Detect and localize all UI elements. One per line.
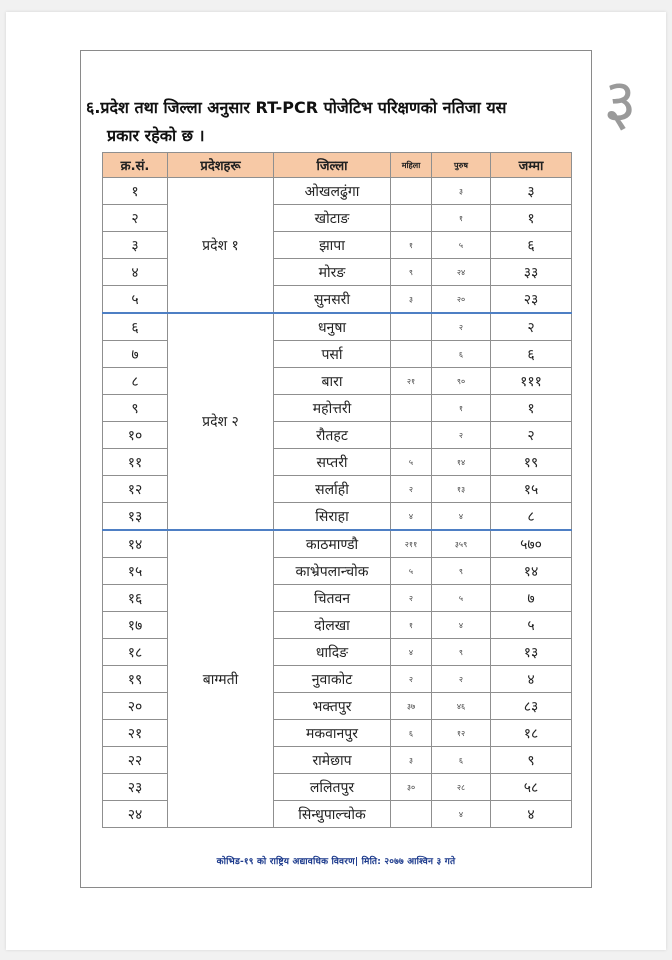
header-serial: क्र.सं. (103, 153, 168, 178)
female-cell: ३ (391, 286, 432, 314)
serial-cell: ८ (103, 368, 168, 395)
district-cell: सप्तरी (274, 449, 391, 476)
total-cell: १ (491, 205, 572, 232)
district-cell: काठमाण्डौ (274, 530, 391, 558)
serial-cell: २१ (103, 720, 168, 747)
total-cell: १९ (491, 449, 572, 476)
total-cell: ५८ (491, 774, 572, 801)
header-male: पुरुष (432, 153, 491, 178)
table-row (103, 178, 572, 205)
female-cell: ३ (391, 747, 432, 774)
serial-cell: २ (103, 205, 168, 232)
male-cell: ४६ (432, 693, 491, 720)
male-cell: ३५९ (432, 530, 491, 558)
female-cell (391, 341, 432, 368)
male-cell: ९ (432, 639, 491, 666)
male-cell: ५ (432, 585, 491, 612)
male-cell: ६ (432, 747, 491, 774)
serial-cell: १७ (103, 612, 168, 639)
district-cell: काभ्रेपलान्चोक (274, 558, 391, 585)
table-header (103, 153, 572, 178)
serial-cell: ११ (103, 449, 168, 476)
district-cell: सर्लाही (274, 476, 391, 503)
district-cell: खोटाङ (274, 205, 391, 232)
serial-cell: ६ (103, 313, 168, 341)
district-cell: दोलखा (274, 612, 391, 639)
total-cell: १११ (491, 368, 572, 395)
district-cell: झापा (274, 232, 391, 259)
female-cell: ९ (391, 259, 432, 286)
female-cell: २ (391, 666, 432, 693)
male-cell: २० (432, 286, 491, 314)
header-total: जम्मा (491, 153, 572, 178)
serial-cell: २३ (103, 774, 168, 801)
total-cell: ६ (491, 232, 572, 259)
female-cell: ४ (391, 639, 432, 666)
serial-cell: १९ (103, 666, 168, 693)
male-cell: २४ (432, 259, 491, 286)
female-cell: ३० (391, 774, 432, 801)
total-cell: १३ (491, 639, 572, 666)
male-cell: २ (432, 313, 491, 341)
serial-cell: १२ (103, 476, 168, 503)
district-cell: नुवाकोट (274, 666, 391, 693)
results-table (102, 152, 572, 828)
serial-cell: १ (103, 178, 168, 205)
table-row (103, 313, 572, 341)
female-cell: ३७ (391, 693, 432, 720)
serial-cell: १६ (103, 585, 168, 612)
serial-cell: २२ (103, 747, 168, 774)
male-cell: २ (432, 666, 491, 693)
male-cell: १२ (432, 720, 491, 747)
female-cell: २ (391, 585, 432, 612)
district-cell: पर्सा (274, 341, 391, 368)
male-cell: १ (432, 205, 491, 232)
section-heading (86, 94, 586, 150)
male-cell: ९ (432, 558, 491, 585)
heading-line-1: ६.प्रदेश तथा जिल्ला अनुसार RT-PCR पोजेटिभ परिक्षणको नतिजा यस (86, 98, 507, 117)
district-cell: ओखलढुंगा (274, 178, 391, 205)
female-cell (391, 801, 432, 828)
district-cell: बारा (274, 368, 391, 395)
serial-cell: ७ (103, 341, 168, 368)
female-cell: १ (391, 612, 432, 639)
district-cell: मकवानपुर (274, 720, 391, 747)
male-cell: १४ (432, 449, 491, 476)
district-cell: सिराहा (274, 503, 391, 531)
province-cell: बाग्मती (168, 530, 274, 828)
male-cell: २ (432, 422, 491, 449)
female-cell: २११ (391, 530, 432, 558)
district-cell: भक्तपुर (274, 693, 391, 720)
serial-cell: १४ (103, 530, 168, 558)
male-cell: ५ (432, 232, 491, 259)
province-cell: प्रदेश १ (168, 178, 274, 314)
female-cell (391, 313, 432, 341)
header-province: प्रदेशहरू (168, 153, 274, 178)
total-cell: ३३ (491, 259, 572, 286)
district-cell: महोत्तरी (274, 395, 391, 422)
serial-cell: १३ (103, 503, 168, 531)
serial-cell: २४ (103, 801, 168, 828)
total-cell: ९ (491, 747, 572, 774)
female-cell (391, 178, 432, 205)
total-cell: ८ (491, 503, 572, 531)
page-number: ३ (603, 66, 637, 140)
male-cell: १३ (432, 476, 491, 503)
district-cell: मोरङ (274, 259, 391, 286)
district-cell: रामेछाप (274, 747, 391, 774)
province-cell: प्रदेश २ (168, 313, 274, 530)
male-cell: २८ (432, 774, 491, 801)
male-cell: ४ (432, 503, 491, 531)
total-cell: ६ (491, 341, 572, 368)
total-cell: ४ (491, 801, 572, 828)
male-cell: १ (432, 395, 491, 422)
district-cell: धादिङ (274, 639, 391, 666)
district-cell: ललितपुर (274, 774, 391, 801)
serial-cell: ५ (103, 286, 168, 314)
female-cell (391, 205, 432, 232)
female-cell (391, 395, 432, 422)
header-row (103, 153, 572, 178)
female-cell: ४ (391, 503, 432, 531)
serial-cell: ४ (103, 259, 168, 286)
male-cell: ९० (432, 368, 491, 395)
total-cell: ७ (491, 585, 572, 612)
total-cell: २ (491, 313, 572, 341)
female-cell: २ (391, 476, 432, 503)
district-cell: सिन्धुपाल्चोक (274, 801, 391, 828)
female-cell: ६ (391, 720, 432, 747)
total-cell: ३ (491, 178, 572, 205)
total-cell: २ (491, 422, 572, 449)
table-row (103, 530, 572, 558)
district-cell: धनुषा (274, 313, 391, 341)
serial-cell: ९ (103, 395, 168, 422)
serial-cell: २० (103, 693, 168, 720)
female-cell: ५ (391, 449, 432, 476)
female-cell: ५ (391, 558, 432, 585)
male-cell: ४ (432, 612, 491, 639)
female-cell (391, 422, 432, 449)
female-cell: १ (391, 232, 432, 259)
serial-cell: ३ (103, 232, 168, 259)
district-cell: सुनसरी (274, 286, 391, 314)
table-body (103, 178, 572, 828)
total-cell: १८ (491, 720, 572, 747)
serial-cell: १८ (103, 639, 168, 666)
heading-line-2: प्रकार रहेको छ । (107, 126, 205, 145)
header-district: जिल्ला (274, 153, 391, 178)
total-cell: १५ (491, 476, 572, 503)
total-cell: ८३ (491, 693, 572, 720)
male-cell: ३ (432, 178, 491, 205)
male-cell: ६ (432, 341, 491, 368)
total-cell: २३ (491, 286, 572, 314)
serial-cell: १५ (103, 558, 168, 585)
footer-note: कोभिड-१९ को राष्ट्रिय अद्यावधिक विवरण| मिति: २०७७ आश्विन ३ गते (216, 857, 456, 867)
female-cell: २१ (391, 368, 432, 395)
total-cell: ४ (491, 666, 572, 693)
total-cell: ५ (491, 612, 572, 639)
total-cell: १४ (491, 558, 572, 585)
district-cell: रौतहट (274, 422, 391, 449)
total-cell: ५७० (491, 530, 572, 558)
district-cell: चितवन (274, 585, 391, 612)
total-cell: १ (491, 395, 572, 422)
header-female: महिला (391, 153, 432, 178)
serial-cell: १० (103, 422, 168, 449)
male-cell: ४ (432, 801, 491, 828)
